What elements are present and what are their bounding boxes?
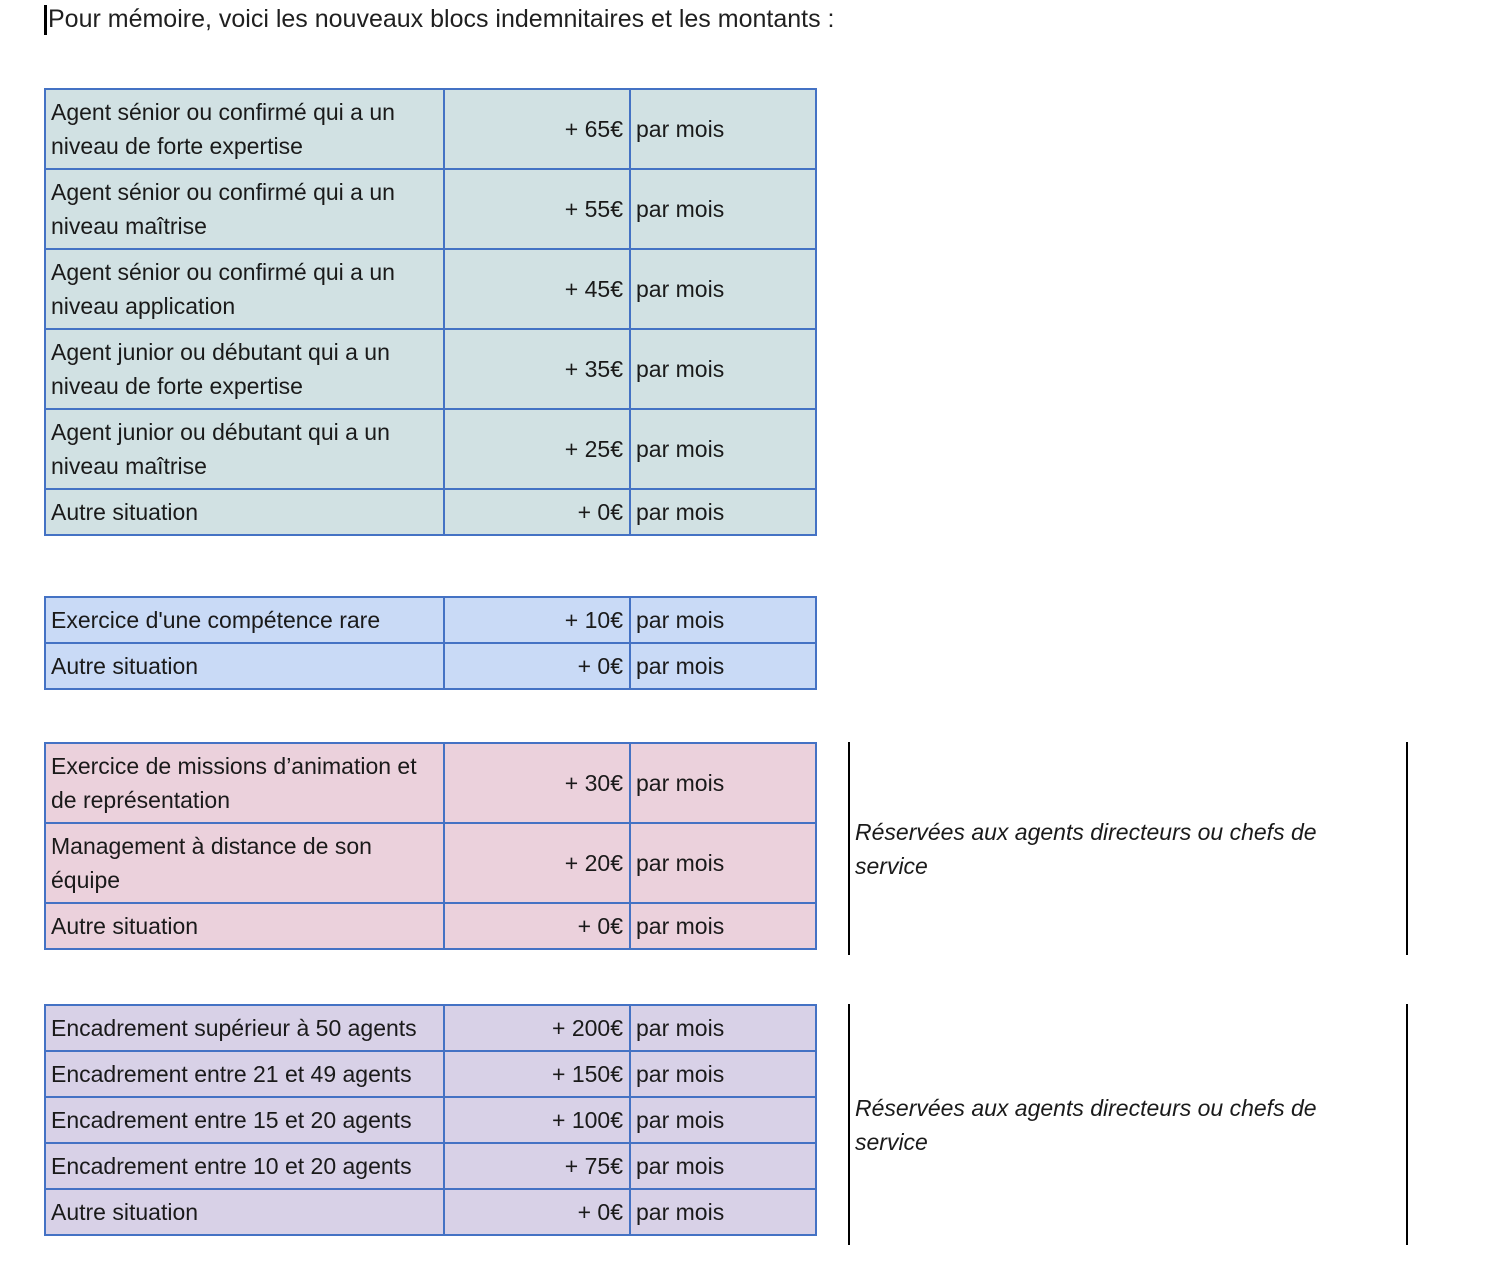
row-period: par mois [630, 743, 816, 823]
row-label: Agent junior ou débutant qui a un niveau maîtrise [45, 409, 444, 489]
table-row [45, 903, 816, 949]
text-cursor [44, 5, 47, 35]
note-box-management [848, 1004, 1408, 1245]
row-amount: + 30€ [444, 743, 630, 823]
table-row [45, 89, 816, 169]
row-period: par mois [630, 409, 816, 489]
row-period: par mois [630, 1051, 816, 1097]
table-row [45, 823, 816, 903]
table-row [45, 249, 816, 329]
row-amount: + 25€ [444, 409, 630, 489]
row-amount: + 200€ [444, 1005, 630, 1051]
row-amount: + 0€ [444, 489, 630, 535]
row-label: Agent sénior ou confirmé qui a un niveau application [45, 249, 444, 329]
row-label: Encadrement entre 10 et 20 agents [45, 1143, 444, 1189]
row-label: Agent junior ou débutant qui a un niveau de forte expertise [45, 329, 444, 409]
row-amount: + 20€ [444, 823, 630, 903]
table-row [45, 409, 816, 489]
row-label: Agent sénior ou confirmé qui a un niveau maîtrise [45, 169, 444, 249]
row-amount: + 10€ [444, 597, 630, 643]
row-period: par mois [630, 643, 816, 689]
row-label: Autre situation [45, 643, 444, 689]
note-text: Réservées aux agents directeurs ou chefs de service [855, 818, 1317, 879]
table-row [45, 1097, 816, 1143]
row-amount: + 45€ [444, 249, 630, 329]
row-amount: + 100€ [444, 1097, 630, 1143]
row-period: par mois [630, 1005, 816, 1051]
row-period: par mois [630, 597, 816, 643]
table-row [45, 169, 816, 249]
row-period: par mois [630, 1143, 816, 1189]
table-row [45, 329, 816, 409]
row-period: par mois [630, 89, 816, 169]
note-text: Réservées aux agents directeurs ou chefs de service [855, 1094, 1317, 1155]
row-amount: + 55€ [444, 169, 630, 249]
row-period: par mois [630, 249, 816, 329]
row-label: Exercice de missions d’animation et de représentation [45, 743, 444, 823]
table-row [45, 643, 816, 689]
row-label: Exercice d'une compétence rare [45, 597, 444, 643]
row-period: par mois [630, 169, 816, 249]
row-label: Agent sénior ou confirmé qui a un niveau de forte expertise [45, 89, 444, 169]
row-label: Autre situation [45, 489, 444, 535]
table-row [45, 1189, 816, 1235]
row-period: par mois [630, 1189, 816, 1235]
row-label: Encadrement entre 21 et 49 agents [45, 1051, 444, 1097]
row-period: par mois [630, 823, 816, 903]
row-amount: + 0€ [444, 1189, 630, 1235]
row-amount: + 0€ [444, 903, 630, 949]
table-row [45, 1051, 816, 1097]
row-period: par mois [630, 489, 816, 535]
row-label: Encadrement entre 15 et 20 agents [45, 1097, 444, 1143]
row-amount: + 150€ [444, 1051, 630, 1097]
row-label: Encadrement supérieur à 50 agents [45, 1005, 444, 1051]
row-amount: + 75€ [444, 1143, 630, 1189]
row-amount: + 0€ [444, 643, 630, 689]
table-row [45, 597, 816, 643]
row-period: par mois [630, 903, 816, 949]
row-period: par mois [630, 329, 816, 409]
table-row [45, 489, 816, 535]
indemnity-table-rare-skill [44, 596, 817, 690]
row-label: Autre situation [45, 1189, 444, 1235]
row-label: Management à distance de son équipe [45, 823, 444, 903]
intro-text: Pour mémoire, voici les nouveaux blocs indemnitaires et les montants : [48, 5, 835, 33]
indemnity-table-expertise [44, 88, 817, 536]
row-amount: + 35€ [444, 329, 630, 409]
table-row [45, 1143, 816, 1189]
note-box-missions [848, 742, 1408, 955]
table-row [45, 743, 816, 823]
indemnity-table-management [44, 1004, 817, 1236]
row-label: Autre situation [45, 903, 444, 949]
indemnity-table-missions [44, 742, 817, 950]
table-row [45, 1005, 816, 1051]
row-amount: + 65€ [444, 89, 630, 169]
row-period: par mois [630, 1097, 816, 1143]
